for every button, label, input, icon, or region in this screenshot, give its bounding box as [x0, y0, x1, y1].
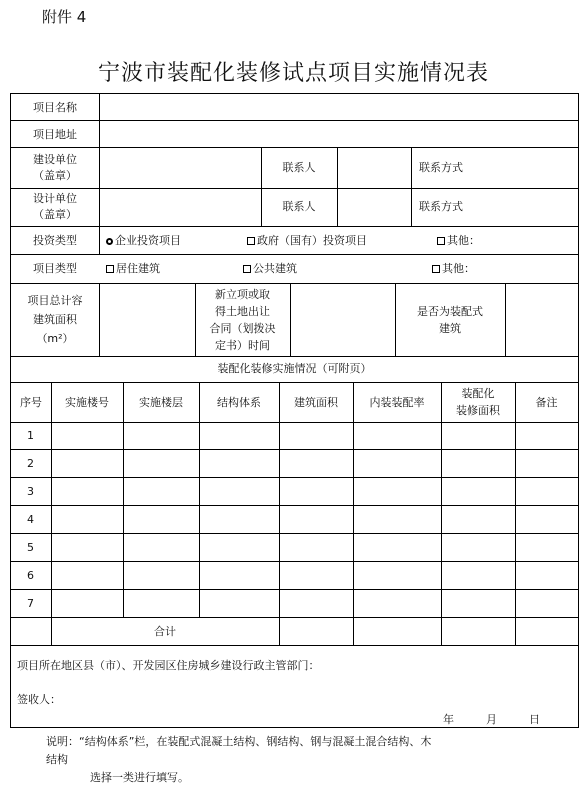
- land-contract-label-line2: 得土地出让: [215, 305, 270, 318]
- row-index: 4: [27, 513, 34, 526]
- builder-contact-label: 联系人: [282, 161, 316, 174]
- date-month: 月: [486, 713, 497, 726]
- note-line-2: 结构: [46, 753, 68, 766]
- date-day: 日: [529, 713, 540, 726]
- col-header-assembly-rate: 内装装配率: [369, 396, 425, 409]
- investment-option-other[interactable]: 其他：: [437, 233, 480, 248]
- row-index: 6: [27, 569, 34, 582]
- col-header-structure: 结构体系: [217, 396, 261, 409]
- radio-selected-icon: [106, 238, 113, 245]
- col-header-building: 实施楼号: [65, 396, 109, 409]
- signee-label: 签收人：: [17, 693, 61, 706]
- land-contract-label: 新立项或取: [215, 288, 270, 301]
- land-contract-label-line4: 定书）时间: [215, 339, 270, 352]
- checkbox-icon: [106, 265, 114, 273]
- row-index: 5: [27, 541, 34, 554]
- section-title: 装配化装修实施情况（可附页）: [217, 362, 372, 375]
- prefab-label: 是否为装配式: [417, 305, 483, 318]
- note-line-1: 说明：“结构体系”栏，在装配式混凝土结构、钢结构、钢与混凝土混合结构、木: [46, 735, 432, 748]
- prefab-label-line2: 建筑: [439, 322, 461, 335]
- project-type-public[interactable]: 公共建筑: [243, 261, 297, 276]
- col-header-remark: 备注: [535, 396, 558, 409]
- col-header-area: 建筑面积: [294, 396, 338, 409]
- col-header-floor: 实施楼层: [139, 396, 183, 409]
- builder-label: 建设单位: [33, 153, 77, 166]
- investment-option-enterprise[interactable]: 企业投资项目: [106, 233, 181, 248]
- checkbox-icon: [432, 265, 440, 273]
- form-table: [10, 93, 579, 728]
- col-header-index: 序号: [20, 396, 42, 409]
- investment-type-label: 投资类型: [33, 234, 77, 247]
- page-title: 宁波市装配化装修试点项目实施情况表: [97, 61, 489, 86]
- attachment-label: 附件 4: [42, 8, 87, 26]
- col-header-prefab-area: 装配化: [461, 387, 495, 400]
- note-line-3: 选择一类进行填写。: [90, 771, 189, 784]
- project-type-label: 项目类型: [33, 262, 77, 275]
- project-type-residential[interactable]: 居住建筑: [106, 261, 160, 276]
- row-index: 2: [27, 457, 34, 470]
- checkbox-icon: [243, 265, 251, 273]
- builder-contact-method-label: 联系方式: [419, 161, 463, 174]
- total-area-label-line2: 建筑面积: [33, 313, 77, 326]
- checkbox-icon: [247, 237, 255, 245]
- row-index: 3: [27, 485, 34, 498]
- total-label: 合计: [154, 625, 176, 638]
- project-type-other[interactable]: 其他：: [432, 261, 475, 276]
- builder-stamp-label: （盖章）: [33, 169, 77, 182]
- total-area-unit: （m²）: [36, 332, 74, 345]
- checkbox-icon: [437, 237, 445, 245]
- authority-label: 项目所在地区县（市）、开发园区住房城乡建设行政主管部门：: [17, 659, 320, 672]
- designer-contact-method-label: 联系方式: [419, 200, 463, 213]
- row-index: 7: [27, 597, 34, 610]
- date-year: 年: [443, 713, 454, 726]
- designer-label: 设计单位: [33, 192, 77, 205]
- designer-stamp-label: （盖章）: [33, 208, 77, 221]
- project-address-label: 项目地址: [33, 128, 77, 141]
- investment-option-government[interactable]: 政府（国有）投资项目: [247, 233, 367, 248]
- row-index: 1: [27, 429, 34, 442]
- total-area-label: 项目总计容: [27, 294, 83, 307]
- land-contract-label-line3: 合同（划拨决: [209, 322, 276, 335]
- project-name-label: 项目名称: [33, 101, 77, 114]
- designer-contact-label: 联系人: [282, 200, 316, 213]
- col-header-prefab-area-line2: 装修面积: [456, 404, 500, 417]
